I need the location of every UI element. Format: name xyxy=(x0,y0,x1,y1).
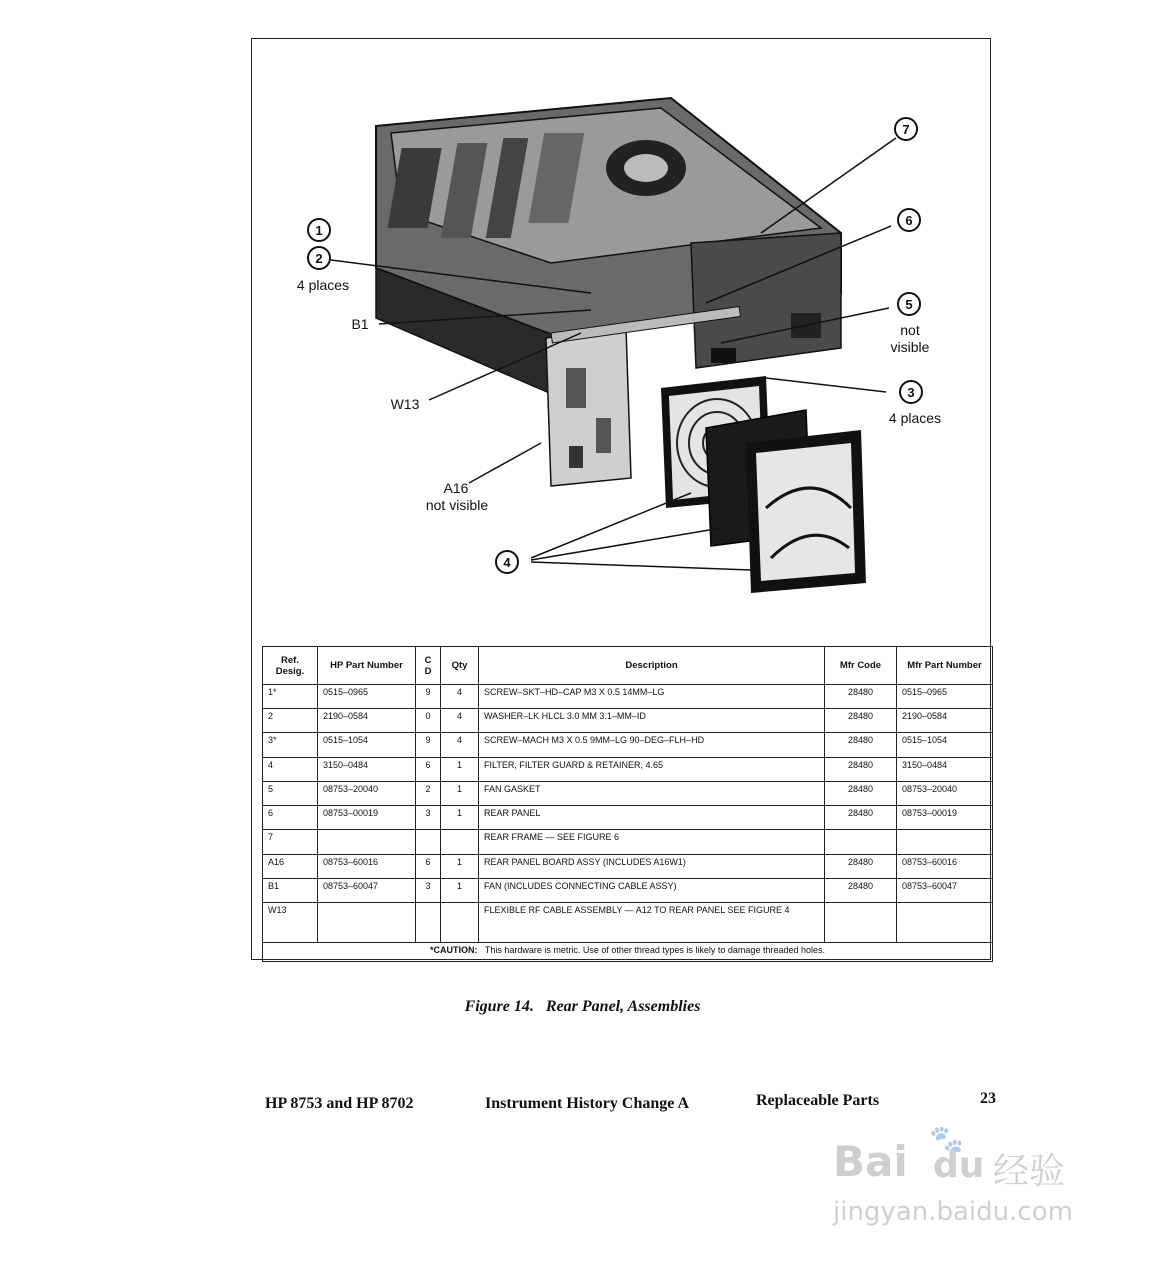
cell-mfr: 0515–1054 xyxy=(897,733,993,757)
watermark-brand2: du xyxy=(933,1145,985,1186)
label-a16: A16 xyxy=(443,480,469,496)
cell-part: 3150–0484 xyxy=(318,757,416,781)
caution-label: *CAUTION: xyxy=(429,944,478,955)
table-row xyxy=(263,733,993,757)
cell-cd: 0 xyxy=(416,709,441,733)
header-cd: C D xyxy=(416,647,441,685)
table-row xyxy=(263,902,993,942)
cell-desc: REAR PANEL xyxy=(479,806,825,830)
parts-table xyxy=(262,646,993,962)
cell-code: 28480 xyxy=(825,733,897,757)
label-4-places-left: 4 places xyxy=(296,277,350,293)
callout-1: 1 xyxy=(315,223,323,238)
cell-cd: 3 xyxy=(416,806,441,830)
cell-ref: 4 xyxy=(263,757,318,781)
cell-code: 28480 xyxy=(825,685,897,709)
cell-mfr: 0515–0965 xyxy=(897,685,993,709)
cell-part: 08753–60047 xyxy=(318,878,416,902)
cell-desc: FILTER, FILTER GUARD & RETAINER, 4.65 xyxy=(479,757,825,781)
cell-mfr: 08753–00019 xyxy=(897,806,993,830)
watermark-url: jingyan.baidu.com xyxy=(833,1197,1073,1227)
cell-mfr: 2190–0584 xyxy=(897,709,993,733)
table-row xyxy=(263,854,993,878)
figure-caption: Figure 14. Rear Panel, Assemblies xyxy=(464,998,701,1015)
caution-cell xyxy=(263,942,993,961)
callout-6: 6 xyxy=(905,213,913,228)
footer-right: Replaceable Parts xyxy=(756,1092,880,1109)
callout-4: 4 xyxy=(503,555,511,570)
cell-ref: 2 xyxy=(263,709,318,733)
cell-code xyxy=(825,830,897,854)
header-part: HP Part Number xyxy=(318,647,416,685)
caution-text: This hardware is metric. Use of other thread types is likely to damage threaded holes. xyxy=(484,944,825,955)
table-row xyxy=(263,757,993,781)
cell-ref: 1* xyxy=(263,685,318,709)
cell-desc: SCREW–SKT–HD–CAP M3 X 0.5 14MM–LG xyxy=(479,685,825,709)
label-4-places-right: 4 places xyxy=(888,410,942,426)
label-5-not: not xyxy=(900,322,920,338)
cell-mfr xyxy=(897,902,993,942)
table-header-row xyxy=(263,647,993,685)
cell-qty: 4 xyxy=(441,709,479,733)
cell-mfr: 08753–20040 xyxy=(897,781,993,805)
cell-part xyxy=(318,902,416,942)
watermark-cn: 经验 xyxy=(993,1151,1066,1192)
cell-cd: 9 xyxy=(416,733,441,757)
table-row xyxy=(263,806,993,830)
cell-cd: 3 xyxy=(416,878,441,902)
cell-cd xyxy=(416,830,441,854)
cell-cd: 2 xyxy=(416,781,441,805)
cell-code: 28480 xyxy=(825,854,897,878)
callout-7: 7 xyxy=(902,122,910,137)
watermark-brand: Bai xyxy=(833,1137,908,1186)
table-row xyxy=(263,830,993,854)
callout-2: 2 xyxy=(315,251,323,266)
caution-row xyxy=(263,942,993,961)
cell-code: 28480 xyxy=(825,878,897,902)
cell-part: 0515–0965 xyxy=(318,685,416,709)
label-b1: B1 xyxy=(351,316,369,332)
cell-desc: REAR PANEL BOARD ASSY (INCLUDES A16W1) xyxy=(479,854,825,878)
header-mfr-part: Mfr Part Number xyxy=(897,647,993,685)
table-row xyxy=(263,878,993,902)
cell-qty: 1 xyxy=(441,878,479,902)
label-a16-not-visible: not visible xyxy=(425,497,489,513)
table-row xyxy=(263,709,993,733)
cell-desc: REAR FRAME — SEE FIGURE 6 xyxy=(479,830,825,854)
cell-qty: 1 xyxy=(441,806,479,830)
cell-desc: WASHER–LK HLCL 3.0 MM 3.1–MM–ID xyxy=(479,709,825,733)
header-description: Description xyxy=(479,647,825,685)
header-ref: Ref. Desig. xyxy=(263,647,318,685)
cell-qty xyxy=(441,830,479,854)
fan-filter-assembly xyxy=(661,376,866,593)
header-qty: Qty xyxy=(441,647,479,685)
cell-qty: 4 xyxy=(441,733,479,757)
cell-qty: 1 xyxy=(441,854,479,878)
cell-desc: FAN (INCLUDES CONNECTING CABLE ASSY) xyxy=(479,878,825,902)
cell-qty: 1 xyxy=(441,757,479,781)
cell-code xyxy=(825,902,897,942)
footer-left: HP 8753 and HP 8702 xyxy=(265,1095,414,1112)
cell-cd: 6 xyxy=(416,757,441,781)
callout-3: 3 xyxy=(907,385,915,400)
cell-part xyxy=(318,830,416,854)
cell-ref: B1 xyxy=(263,878,318,902)
cell-ref: A16 xyxy=(263,854,318,878)
cell-qty: 4 xyxy=(441,685,479,709)
cell-code: 28480 xyxy=(825,709,897,733)
callout-5: 5 xyxy=(905,297,913,312)
cell-ref: 7 xyxy=(263,830,318,854)
label-w13: W13 xyxy=(390,396,420,412)
cell-part: 2190–0584 xyxy=(318,709,416,733)
cell-cd xyxy=(416,902,441,942)
cell-ref: 5 xyxy=(263,781,318,805)
table-row xyxy=(263,781,993,805)
cell-qty xyxy=(441,902,479,942)
label-5-visible: visible xyxy=(890,339,930,355)
cell-mfr: 08753–60016 xyxy=(897,854,993,878)
cell-code: 28480 xyxy=(825,757,897,781)
rear-panel-illustration xyxy=(251,38,991,638)
cell-mfr: 3150–0484 xyxy=(897,757,993,781)
cell-cd: 9 xyxy=(416,685,441,709)
cell-mfr xyxy=(897,830,993,854)
cell-code: 28480 xyxy=(825,781,897,805)
header-mfr-code: Mfr Code xyxy=(825,647,897,685)
cell-code: 28480 xyxy=(825,806,897,830)
cell-desc: FLEXIBLE RF CABLE ASSEMBLY — A12 TO REAR PANEL SEE FIGURE 4 xyxy=(479,902,825,942)
page-number: 23 xyxy=(980,1090,996,1107)
table-row xyxy=(263,685,993,709)
cell-ref: W13 xyxy=(263,902,318,942)
cell-desc: FAN GASKET xyxy=(479,781,825,805)
baidu-watermark xyxy=(833,1123,1093,1235)
footer-middle: Instrument History Change A xyxy=(485,1095,690,1112)
cell-ref: 3* xyxy=(263,733,318,757)
cell-qty: 1 xyxy=(441,781,479,805)
cell-part: 08753–60016 xyxy=(318,854,416,878)
cell-desc: SCREW–MACH M3 X 0.5 9MM–LG 90–DEG–FLH–HD xyxy=(479,733,825,757)
cell-part: 0515–1054 xyxy=(318,733,416,757)
cell-ref: 6 xyxy=(263,806,318,830)
cell-part: 08753–20040 xyxy=(318,781,416,805)
cell-part: 08753–00019 xyxy=(318,806,416,830)
paw-icon: 🐾 xyxy=(929,1123,964,1156)
cell-cd: 6 xyxy=(416,854,441,878)
cell-mfr: 08753–60047 xyxy=(897,878,993,902)
